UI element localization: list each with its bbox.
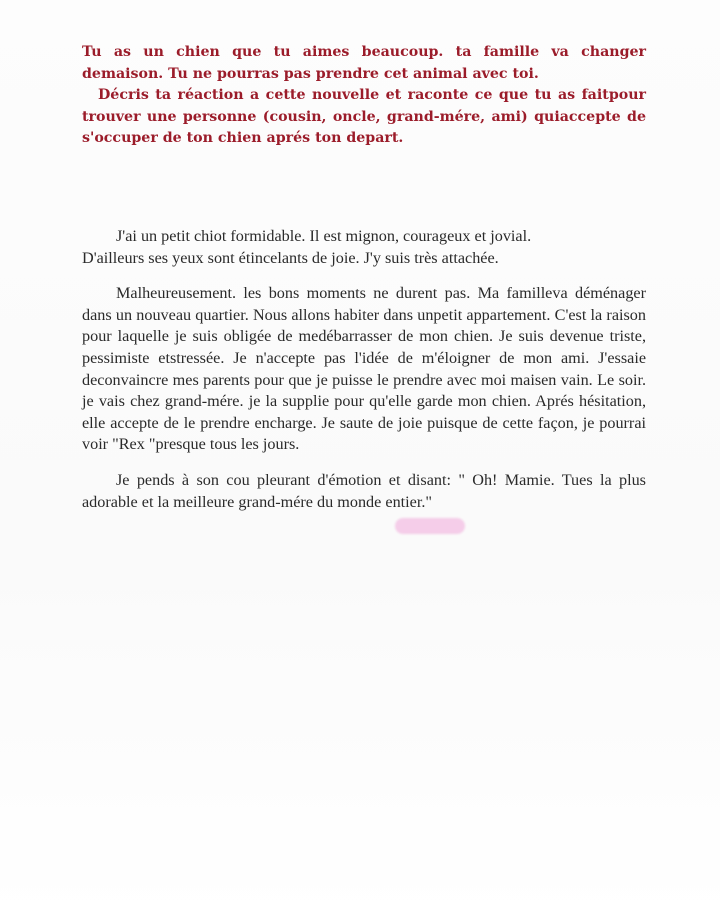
essay-paragraph-3: Malheureusement. les bons moments ne durent pas. Ma familleva déménager dans un nouveau quartier. Nous allons habiter dans unpetit appartement. C'est la raison pour laquelle je suis obligée de medébarrasser de mon chien. Je suis devenue triste, pessimiste etstressée. Je n'accepte pas l'idée de m'éloigner de mon ami. J'essaie deconvaincre mes parents pour que je puisse le prendre avec moi maisen vain. Le soir. je vais chez grand-mére. je la supplie pour qu'elle garde mon chien. Aprés hésitation, elle accepte de le prendre encharge. Je saute de joie puisque de cette façon, je pourrai voir "Rex "presque tous les jours. xyxy=(82,284,646,454)
watermark-smudge xyxy=(395,518,465,534)
prompt-paragraph: Tu as un chien que tu aimes beaucoup. ta famille va changer demaison. Tu ne pourras pas prendre cet animal avec toi. xyxy=(82,44,646,82)
assignment-prompt xyxy=(82,42,646,150)
essay-text xyxy=(82,226,646,513)
essay-paragraph-4: Je pends à son cou pleurant d'émotion et disant: " Oh! Mamie. Tues la plus adorable et la meilleure grand-mére du monde entier." xyxy=(82,470,646,511)
essay-paragraph-2: D'ailleurs ses yeux sont étincelants de joie. J'y suis très attachée. xyxy=(82,248,499,267)
essay-paragraph-1: J'ai un petit chiot formidable. Il est mignon, courageux et jovial. xyxy=(116,227,532,245)
prompt-instructions: Décris ta réaction a cette nouvelle et raconte ce que tu as faitpour trouver une personne (cousin, oncle, grand-mére, ami) quiaccepte de s'occuper de ton chien aprés ton depart. xyxy=(82,87,646,146)
